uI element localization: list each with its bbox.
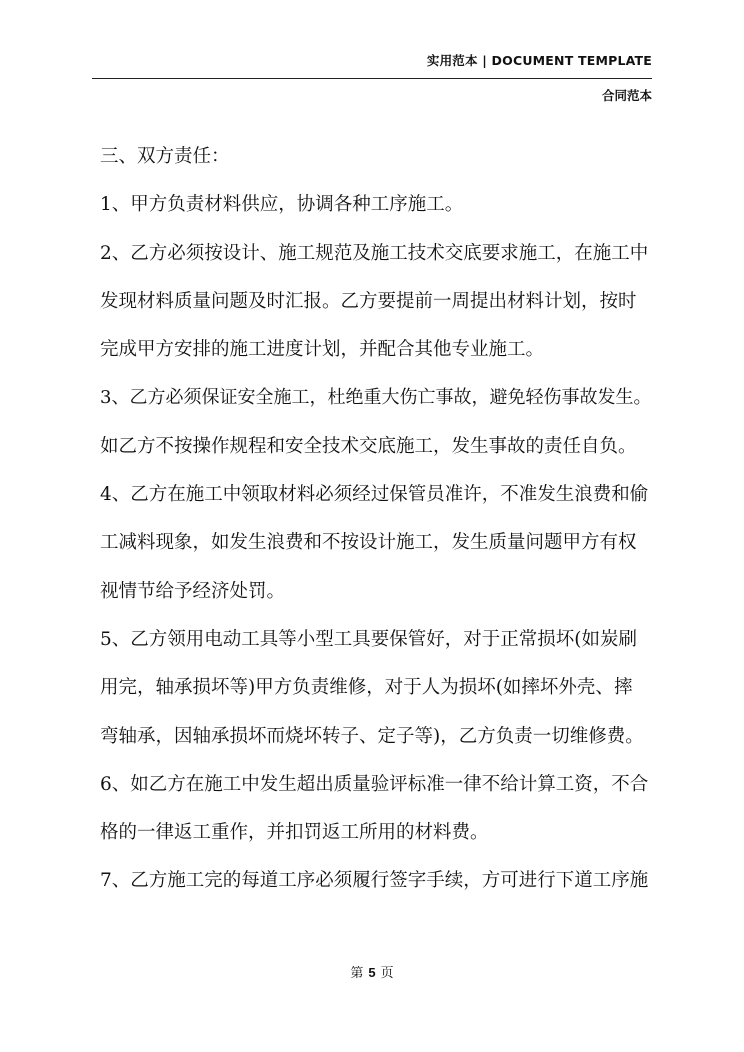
text-line: 3、乙方必须保证安全施工，杜绝重大伤亡事故，避免轻伤事故发生。 [100,387,652,409]
header-subtitle: 合同范本 [601,88,652,103]
text-line: 工减料现象，如发生浪费和不按设计施工，发生质量问题甲方有权 [100,532,637,554]
document-body [100,141,656,914]
header-title: 实用范本 | DOCUMENT TEMPLATE [426,53,652,68]
page-suffix: 页 [380,966,394,981]
text-line: 格的一律返工重作，并扣罚返工所用的材料费。 [100,822,489,844]
page-footer [0,962,744,981]
page-number: 5 [368,965,376,980]
text-line: 用完，轴承损坏等)甲方负责维修，对于人为损坏(如摔坏外壳、摔 [100,677,633,699]
text-line: 弯轴承，因轴承损坏而烧坏转子、定子等)，乙方负责一切维修费。 [100,725,644,747]
header-divider [92,78,652,79]
text-line: 如乙方不按操作规程和安全技术交底施工，发生事故的责任自负。 [100,435,637,457]
text-line: 5、乙方领用电动工具等小型工具要保管好，对于正常损坏(如炭刷 [100,628,637,650]
text-line: 完成甲方安排的施工进度计划，并配合其他专业施工。 [100,339,545,361]
text-line: 2、乙方必须按设计、施工规范及施工技术交底要求施工，在施工中 [100,242,649,264]
text-line: 4、乙方在施工中领取材料必须经过保管员准许，不准发生浪费和偷 [100,484,649,506]
text-line: 1、甲方负责材料供应，协调各种工序施工。 [100,194,464,216]
section-heading: 三、双方责任： [100,146,230,167]
text-line: 6、如乙方在施工中发生超出质量验评标准一律不给计算工资，不合 [100,773,649,795]
text-line: 发现材料质量问题及时汇报。乙方要提前一周提出材料计划，按时 [100,290,637,312]
text-line: 视情节给予经济处罚。 [100,580,286,602]
text-line: 7、乙方施工完的每道工序必须履行签字手续，方可进行下道工序施 [100,870,649,892]
page-prefix: 第 [350,966,364,981]
